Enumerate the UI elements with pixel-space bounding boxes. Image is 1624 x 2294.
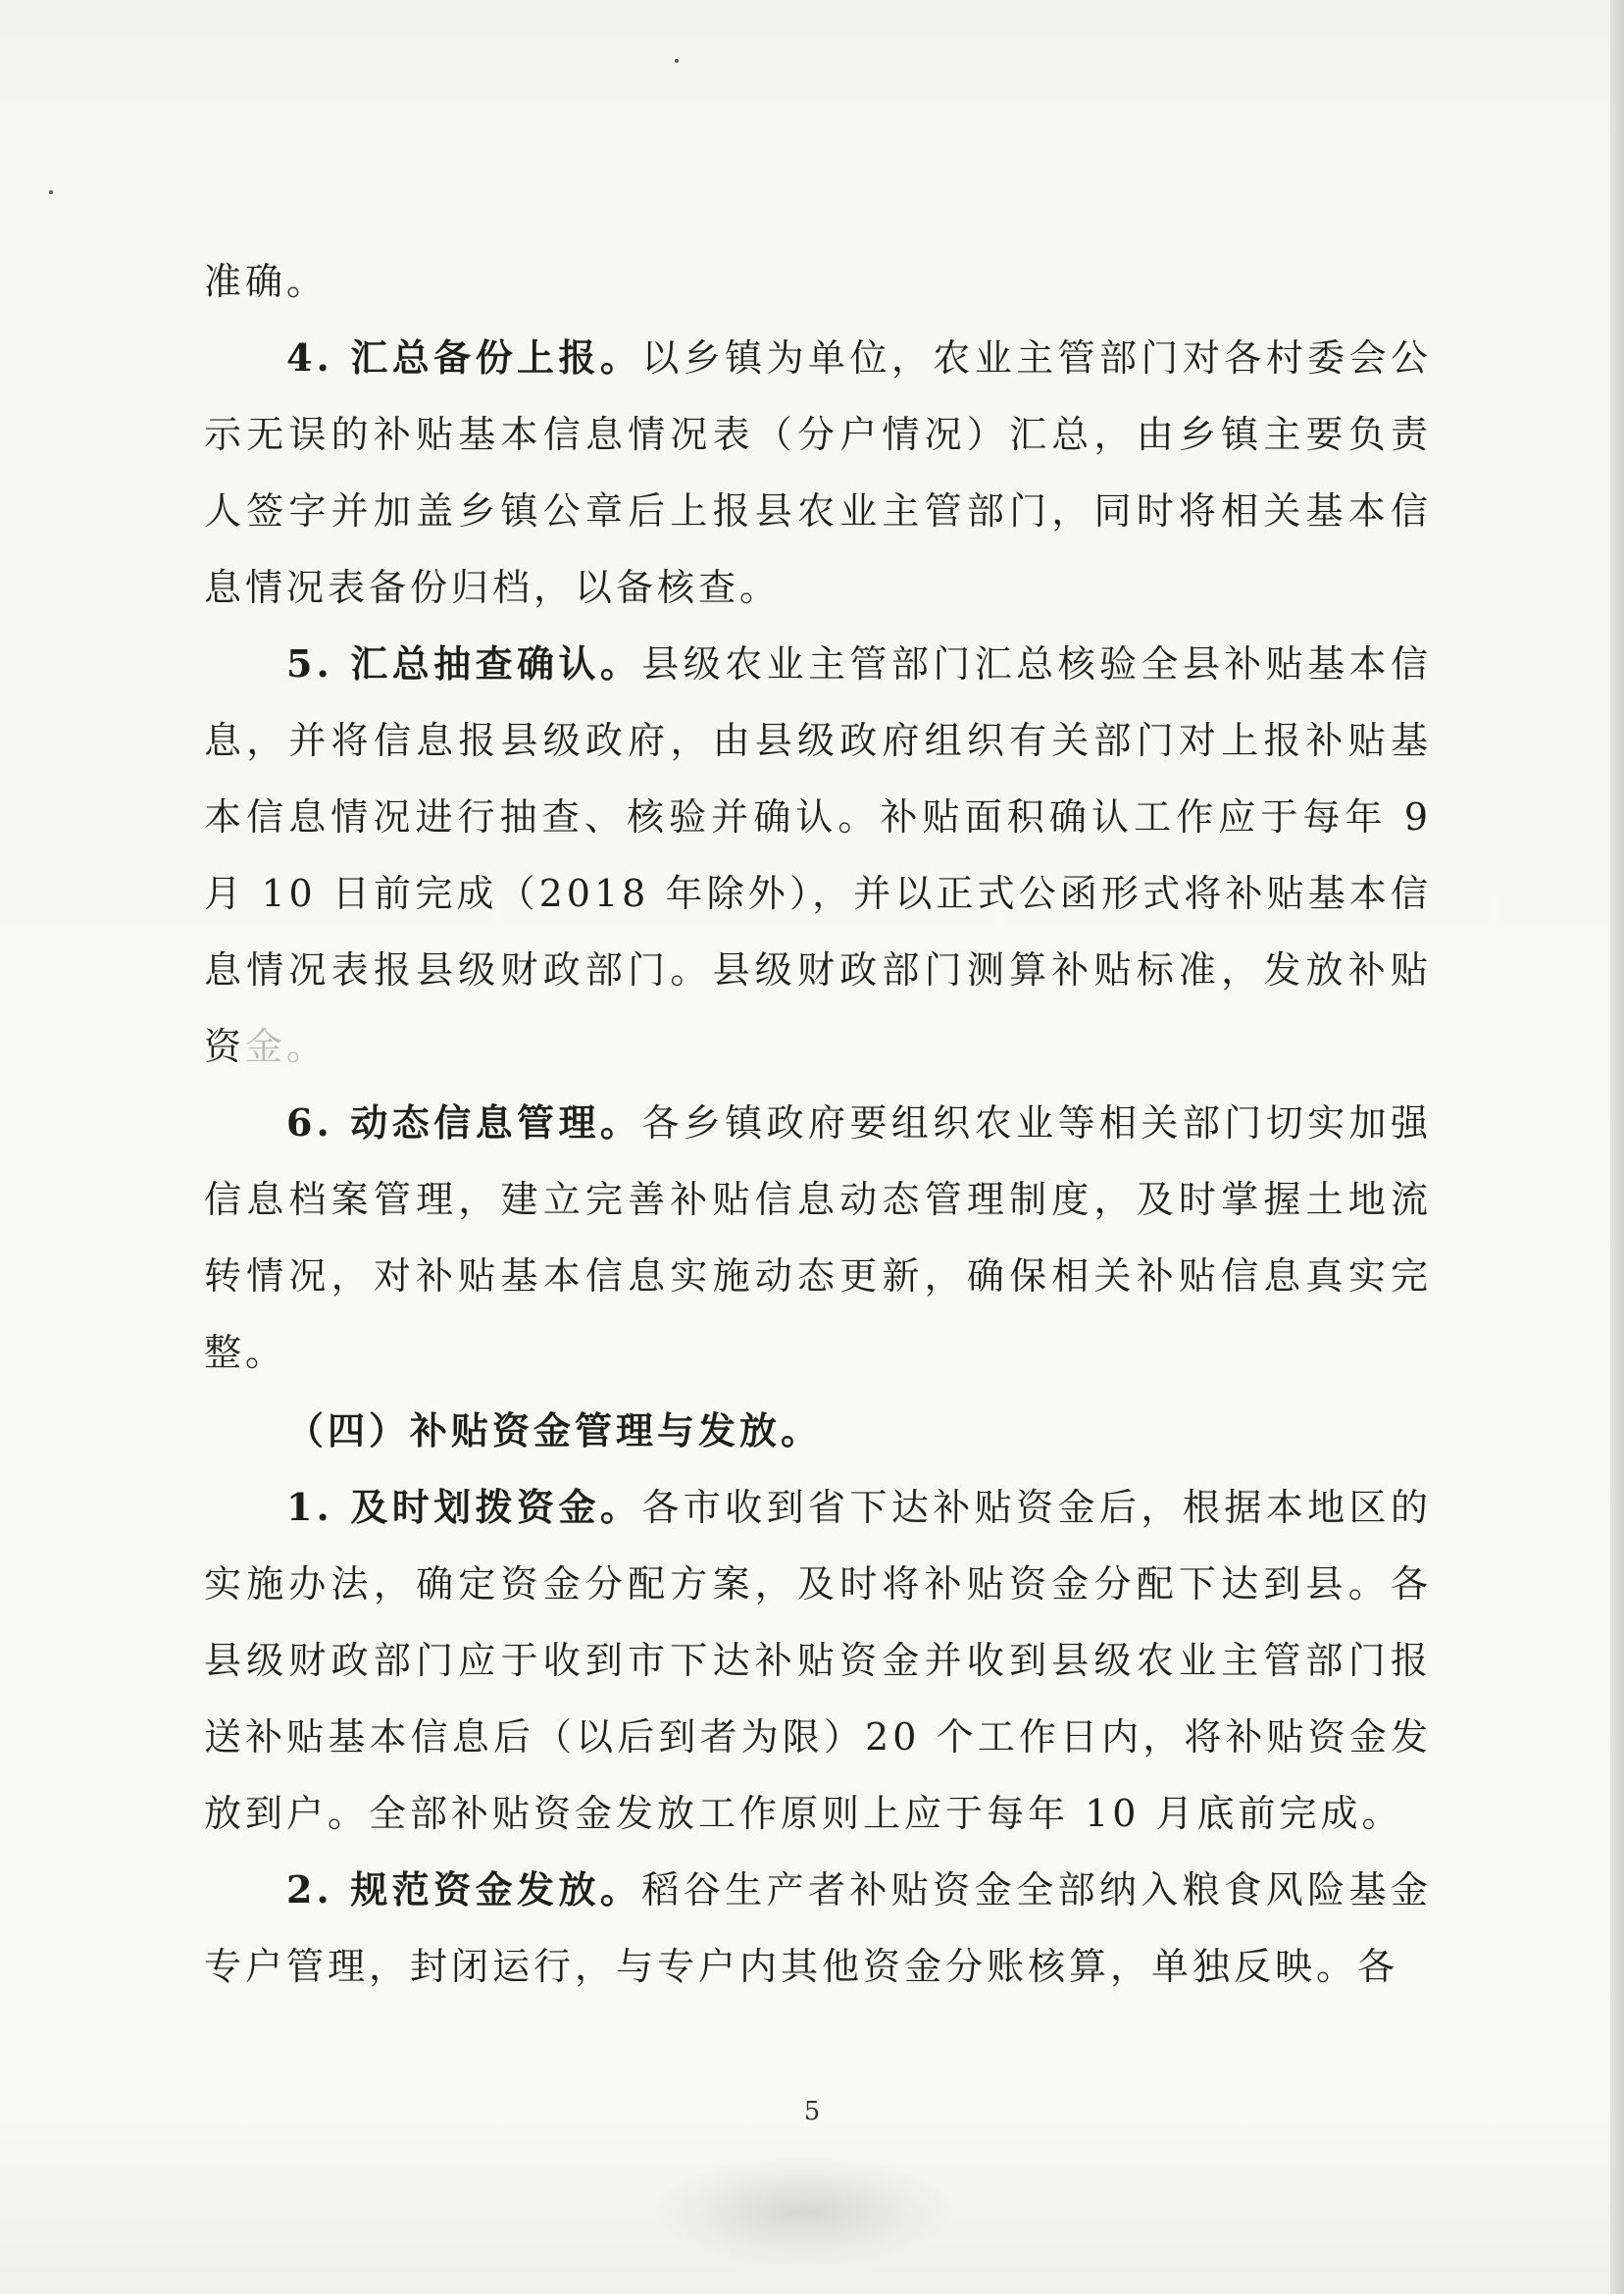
paragraph-text: 各市收到省下达补贴资金后，根据本地区的实施办法，确定资金分配方案，及时将补贴资金分配下达到县。各县级财政部门应于收到市下达补贴资金并收到县级农业主管部门报送补贴基本信息后（以后到者为限）20 个工作日内，将补贴资金发放到户。全部补贴资金发放工作原则上应于每年 10 月底前完成。: [204, 1486, 1432, 1835]
paragraph-heading: 6. 动态信息管理。: [286, 1100, 642, 1145]
paragraph-heading: 2. 规范资金发放。: [286, 1867, 642, 1912]
paragraph-heading: 1. 及时划拨资金。: [286, 1485, 642, 1529]
scan-smudge: [657, 2158, 951, 2266]
paragraph-item-5: [204, 626, 1432, 1085]
paragraph-text: 各乡镇政府要组织农业等相关部门切实加强信息档案管理，建立完善补贴信息动态管理制度，及时掌握土地流转情况，对补贴基本信息实施动态更新，确保相关补贴信息真实完整。: [204, 1101, 1432, 1374]
paragraph-item-2: [204, 1852, 1432, 2005]
paragraph-item-6: [204, 1085, 1432, 1391]
section-heading: （四）补贴资金管理与发放。: [286, 1408, 823, 1453]
paragraph-text: 以乡镇为单位，农业主管部门对各村委会公示无误的补贴基本信息情况表（分户情况）汇总，由乡镇主要负责人签字并加盖乡镇公章后上报县农业主管部门，同时将相关基本信息情况表备份归档，以备核查。: [204, 336, 1432, 609]
paragraph-item-1: [204, 1469, 1432, 1852]
paragraph-text: 准确。: [204, 260, 329, 303]
paragraph-heading: 4. 汇总备份上报。: [286, 335, 642, 380]
scan-speck: [675, 59, 679, 63]
paragraph-item-4: [204, 320, 1432, 626]
paragraph-text: 稻谷生产者补贴资金全部纳入粮食风险基金专户管理，封闭运行，与专户内其他资金分账核算，单独反映。各: [204, 1868, 1432, 1988]
paragraph-text-faded: 金。: [245, 1025, 329, 1068]
page-fold-shadow: [1610, 0, 1624, 2294]
scan-speck: [49, 190, 53, 194]
paragraph-heading: 5. 汇总抽查确认。: [286, 641, 642, 686]
paragraph-text: 县级农业主管部门汇总核验全县补贴基本信息，并将信息报县级政府，由县级政府组织有关部门对上报补贴基本信息情况进行抽查、核验并确认。补贴面积确认工作应于每年 9 月 10 日前完成（2018 年除外），并以正式公函形式将补贴基本信息情况表报县级财政部门。县级财政部门测算补贴标准，发放补贴资: [204, 642, 1432, 1068]
document-body: [204, 243, 1432, 2005]
paragraph-continuation: [204, 243, 1432, 320]
section-heading-4: [204, 1393, 1432, 1469]
page-number: 5: [803, 2097, 821, 2126]
